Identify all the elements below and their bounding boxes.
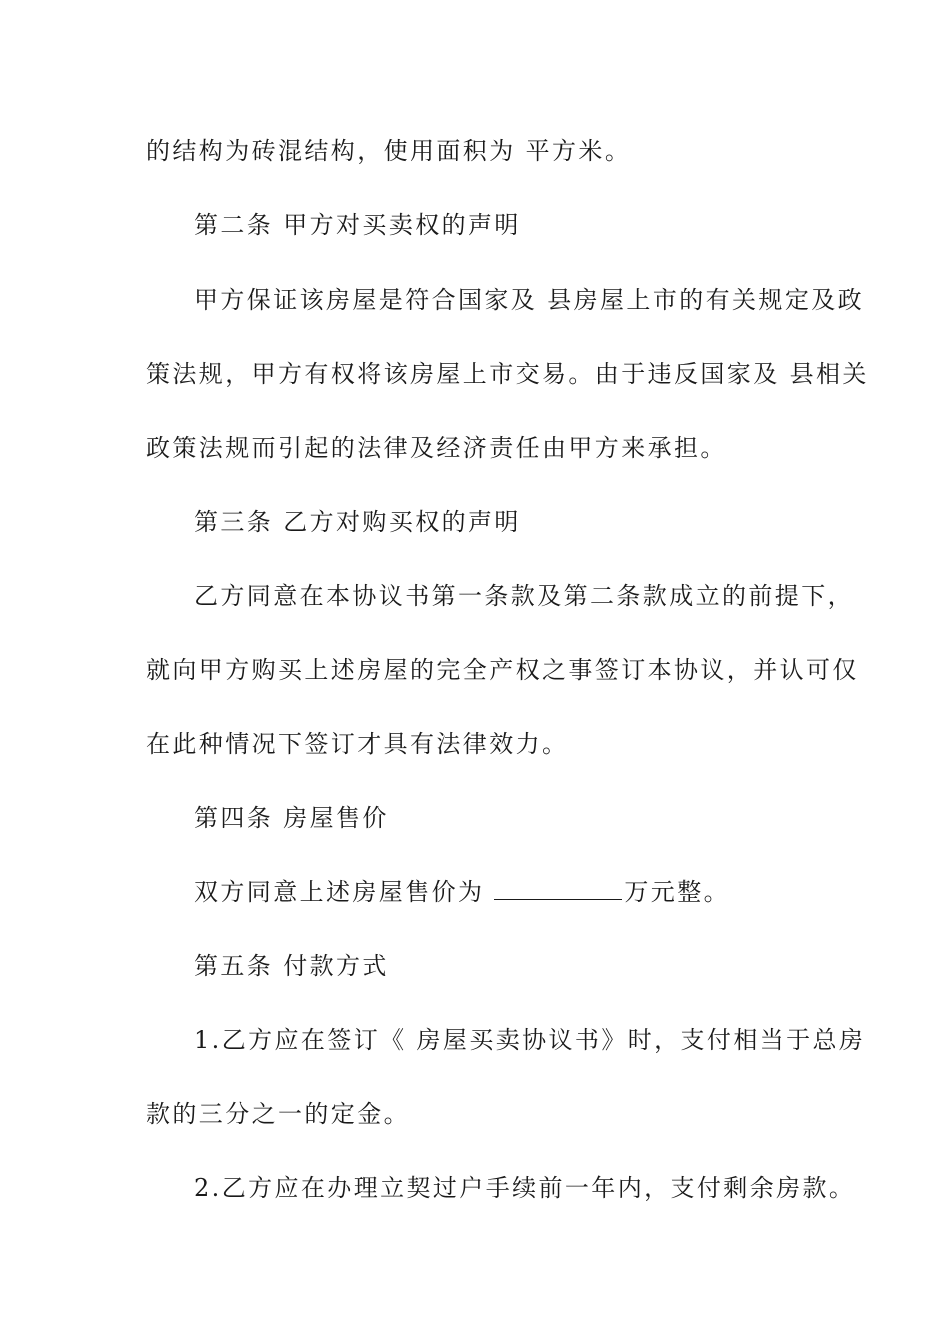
- paragraph-line: 1.乙方应在签订《 房屋买卖协议书》时，支付相当于总房: [194, 1026, 866, 1054]
- paragraph-line: 乙方同意在本协议书第一条款及第二条款成立的前提下，: [194, 582, 854, 610]
- price-line-before: 双方同意上述房屋售价为: [194, 878, 485, 906]
- paragraph-line: 就向甲方购买上述房屋的完全产权之事签订本协议，并认可仅: [146, 656, 859, 684]
- paragraph-line: 策法规，甲方有权将该房屋上市交易。由于违反国家及 县相关: [146, 360, 869, 388]
- paragraph-line: 在此种情况下签订才具有法律效力。: [146, 730, 569, 758]
- paragraph-line: 2.乙方应在办理立契过户手续前一年内，支付剩余房款。: [194, 1174, 856, 1202]
- paragraph-line: 款的三分之一的定金。: [146, 1100, 410, 1128]
- price-line-after: 万元整。: [624, 878, 731, 906]
- paragraph-line: 的结构为砖混结构，使用面积为 平方米。: [146, 137, 632, 165]
- paragraph-line: 政策法规而引起的法律及经济责任由甲方来承担。: [146, 434, 727, 462]
- price-line: [194, 877, 816, 907]
- paragraph-line: 甲方保证该房屋是符合国家及 县房屋上市的有关规定及政: [194, 286, 865, 314]
- section-heading-article-3: 第三条 乙方对购买权的声明: [194, 508, 521, 536]
- section-heading-article-4: 第四条 房屋售价: [194, 804, 389, 832]
- section-heading-article-5: 第五条 付款方式: [194, 952, 389, 980]
- section-heading-article-2: 第二条 甲方对买卖权的声明: [194, 211, 521, 239]
- price-blank-field: [494, 881, 622, 900]
